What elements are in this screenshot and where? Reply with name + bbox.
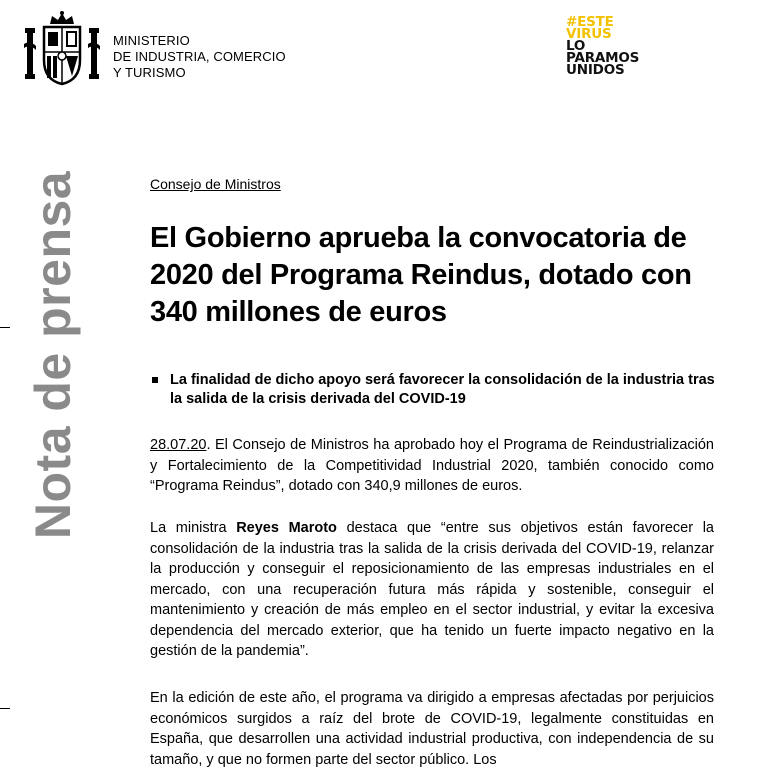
- minister-name: Reyes Maroto: [236, 520, 337, 536]
- margin-tick: [0, 708, 10, 709]
- campaign-line-1: #ESTE: [566, 14, 614, 30]
- side-label: Nota de prensa: [25, 170, 81, 540]
- paragraph-2-pre: La ministra: [150, 520, 237, 536]
- ministry-line-1: MINISTERIO: [113, 33, 190, 48]
- bullet-text: La finalidad de dicho apoyo será favorecer la consolidación de la industria tras la salida de la crisis derivada del COVID-19: [170, 372, 715, 407]
- paragraph-1: [150, 435, 714, 497]
- campaign-line-4: PARAMOS: [566, 50, 640, 66]
- paragraph-date: 28.07.20: [150, 437, 207, 453]
- side-label-container: [18, 160, 88, 550]
- campaign-line-5: UNIDOS: [566, 62, 625, 78]
- margin-tick: [0, 327, 10, 328]
- campaign-line-3: LO: [566, 38, 586, 54]
- paragraph-2-text: destaca que “entre sus objetivos están favorecer la consolidación de la industria tras la salida de la crisis derivada del COVID-19, relanzar la producción y conseguir el reposicionamiento de las empresas industriales en el mercado, con una recuperación futura más rápida y sostenible, conseguir el mantenimiento y creación de más empleo en el sector industrial, y evitar la excesiva dependencia del mercado exterior, que ha tenido un fuerte impacto negativo en la gestión de la pandemia”.: [150, 520, 714, 659]
- ministry-line-3: Y TURISMO: [113, 65, 186, 80]
- campaign-logo: [566, 16, 686, 76]
- paragraph-2: [150, 518, 714, 662]
- coat-of-arms-of-spain-icon: [22, 10, 102, 86]
- paragraph-1-text: . El Consejo de Ministros ha aprobado hoy el Programa de Reindustrialización y Fortalecimiento de la Competitividad Industrial 2020, también conocido como “Programa Reindus”, dotado con 340,9 millones de euros.: [150, 437, 714, 494]
- bullet-square-icon: [152, 377, 158, 383]
- paragraph-3: [150, 688, 714, 770]
- ministry-name: [113, 33, 373, 81]
- page-title: El Gobierno aprueba la convocatoria de 2020 del Programa Reindus, dotado con 340 millones de euros: [150, 222, 692, 328]
- section-label: Consejo de Ministros: [150, 176, 281, 192]
- campaign-line-2: VIRUS: [566, 26, 612, 42]
- paragraph-3-text: En la edición de este año, el programa va dirigido a empresas afectadas por perjuicios económicos surgidos a raíz del brote de COVID-19, legalmente constituidas en España, que desarrollen una actividad industrial productiva, con independencia de su tamaño, y que no formen parte del sector público. Los: [150, 690, 714, 768]
- ministry-line-2: DE INDUSTRIA, COMERCIO: [113, 49, 286, 64]
- summary-bullet: [150, 371, 720, 409]
